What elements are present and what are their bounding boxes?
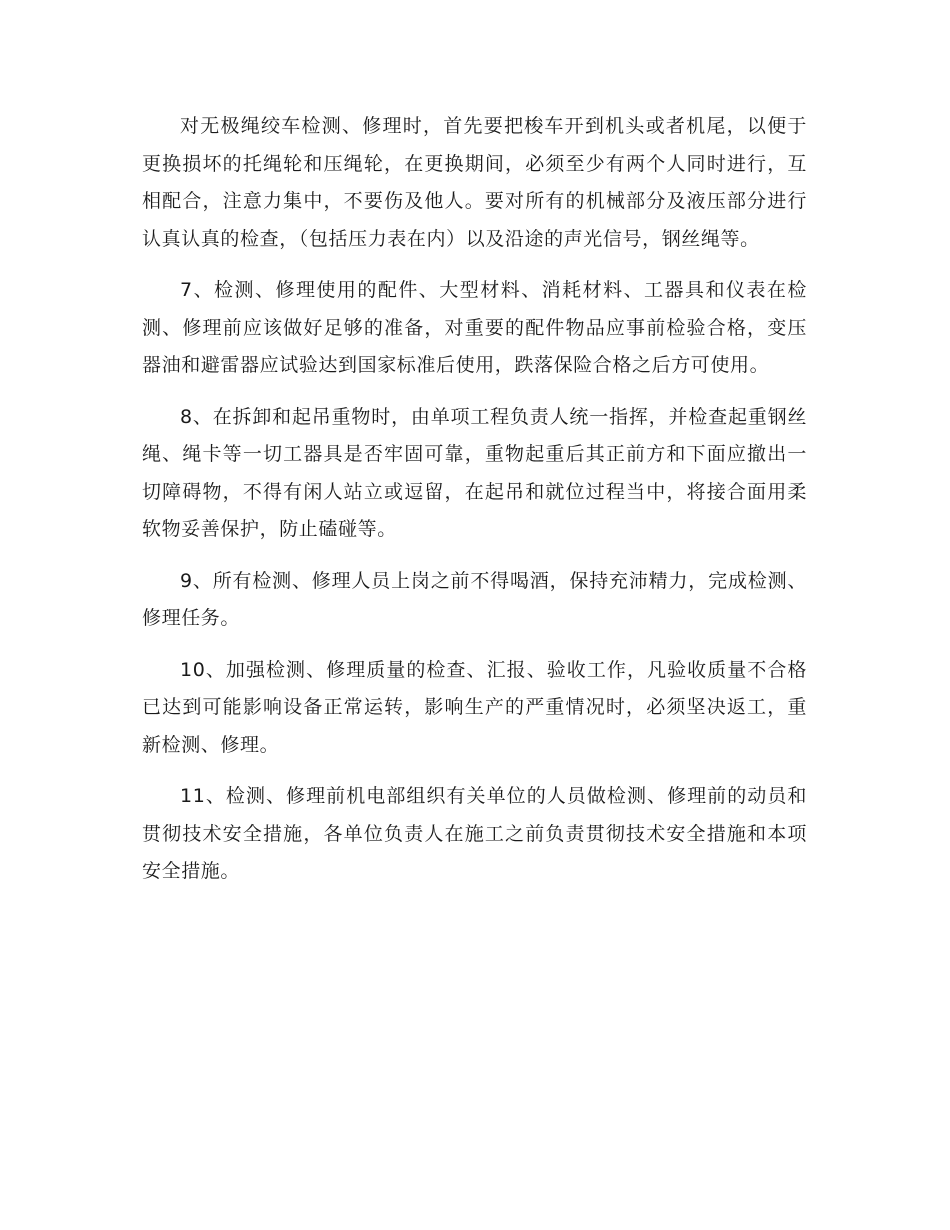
paragraph-item-7: 7、检测、修理使用的配件、大型材料、消耗材料、工器具和仪表在检测、修理前应该做好足够的准备，对重要的配件物品应事前检验合格，变压器油和避雷器应试验达到国家标准后使用，跌落保险合格之后方可使用。 <box>142 279 807 376</box>
paragraph-item-8: 8、在拆卸和起吊重物时，由单项工程负责人统一指挥，并检查起重钢丝绳、绳卡等一切工器具是否牢固可靠，重物起重后其正前方和下面应撤出一切障碍物，不得有闲人站立或逗留，在起吊和就位过程当中，将接合面用柔软物妥善保护，防止磕碰等。 <box>142 405 807 540</box>
document-body <box>142 108 807 905</box>
paragraph-item-9: 9、所有检测、修理人员上岗之前不得喝酒，保持充沛精力，完成检测、修理任务。 <box>142 569 807 629</box>
paragraph-item-10: 10、加强检测、修理质量的检查、汇报、验收工作，凡验收质量不合格已达到可能影响设备正常运转，影响生产的严重情况时，必须坚决返工，重新检测、修理。 <box>142 658 807 756</box>
paragraph-winch-maintenance: 对无极绳绞车检测、修理时，首先要把梭车开到机头或者机尾，以便于更换损坏的托绳轮和压绳轮，在更换期间，必须至少有两个人同时进行，互相配合，注意力集中，不要伤及他人。要对所有的机械部分及液压部分进行认真认真的检查，（包括压力表在内）以及沿途的声光信号，钢丝绳等。 <box>142 115 807 250</box>
paragraph-item-11: 11、检测、修理前机电部组织有关单位的人员做检测、修理前的动员和贯彻技术安全措施，各单位负责人在施工之前负责贯彻技术安全措施和本项安全措施。 <box>142 785 807 882</box>
